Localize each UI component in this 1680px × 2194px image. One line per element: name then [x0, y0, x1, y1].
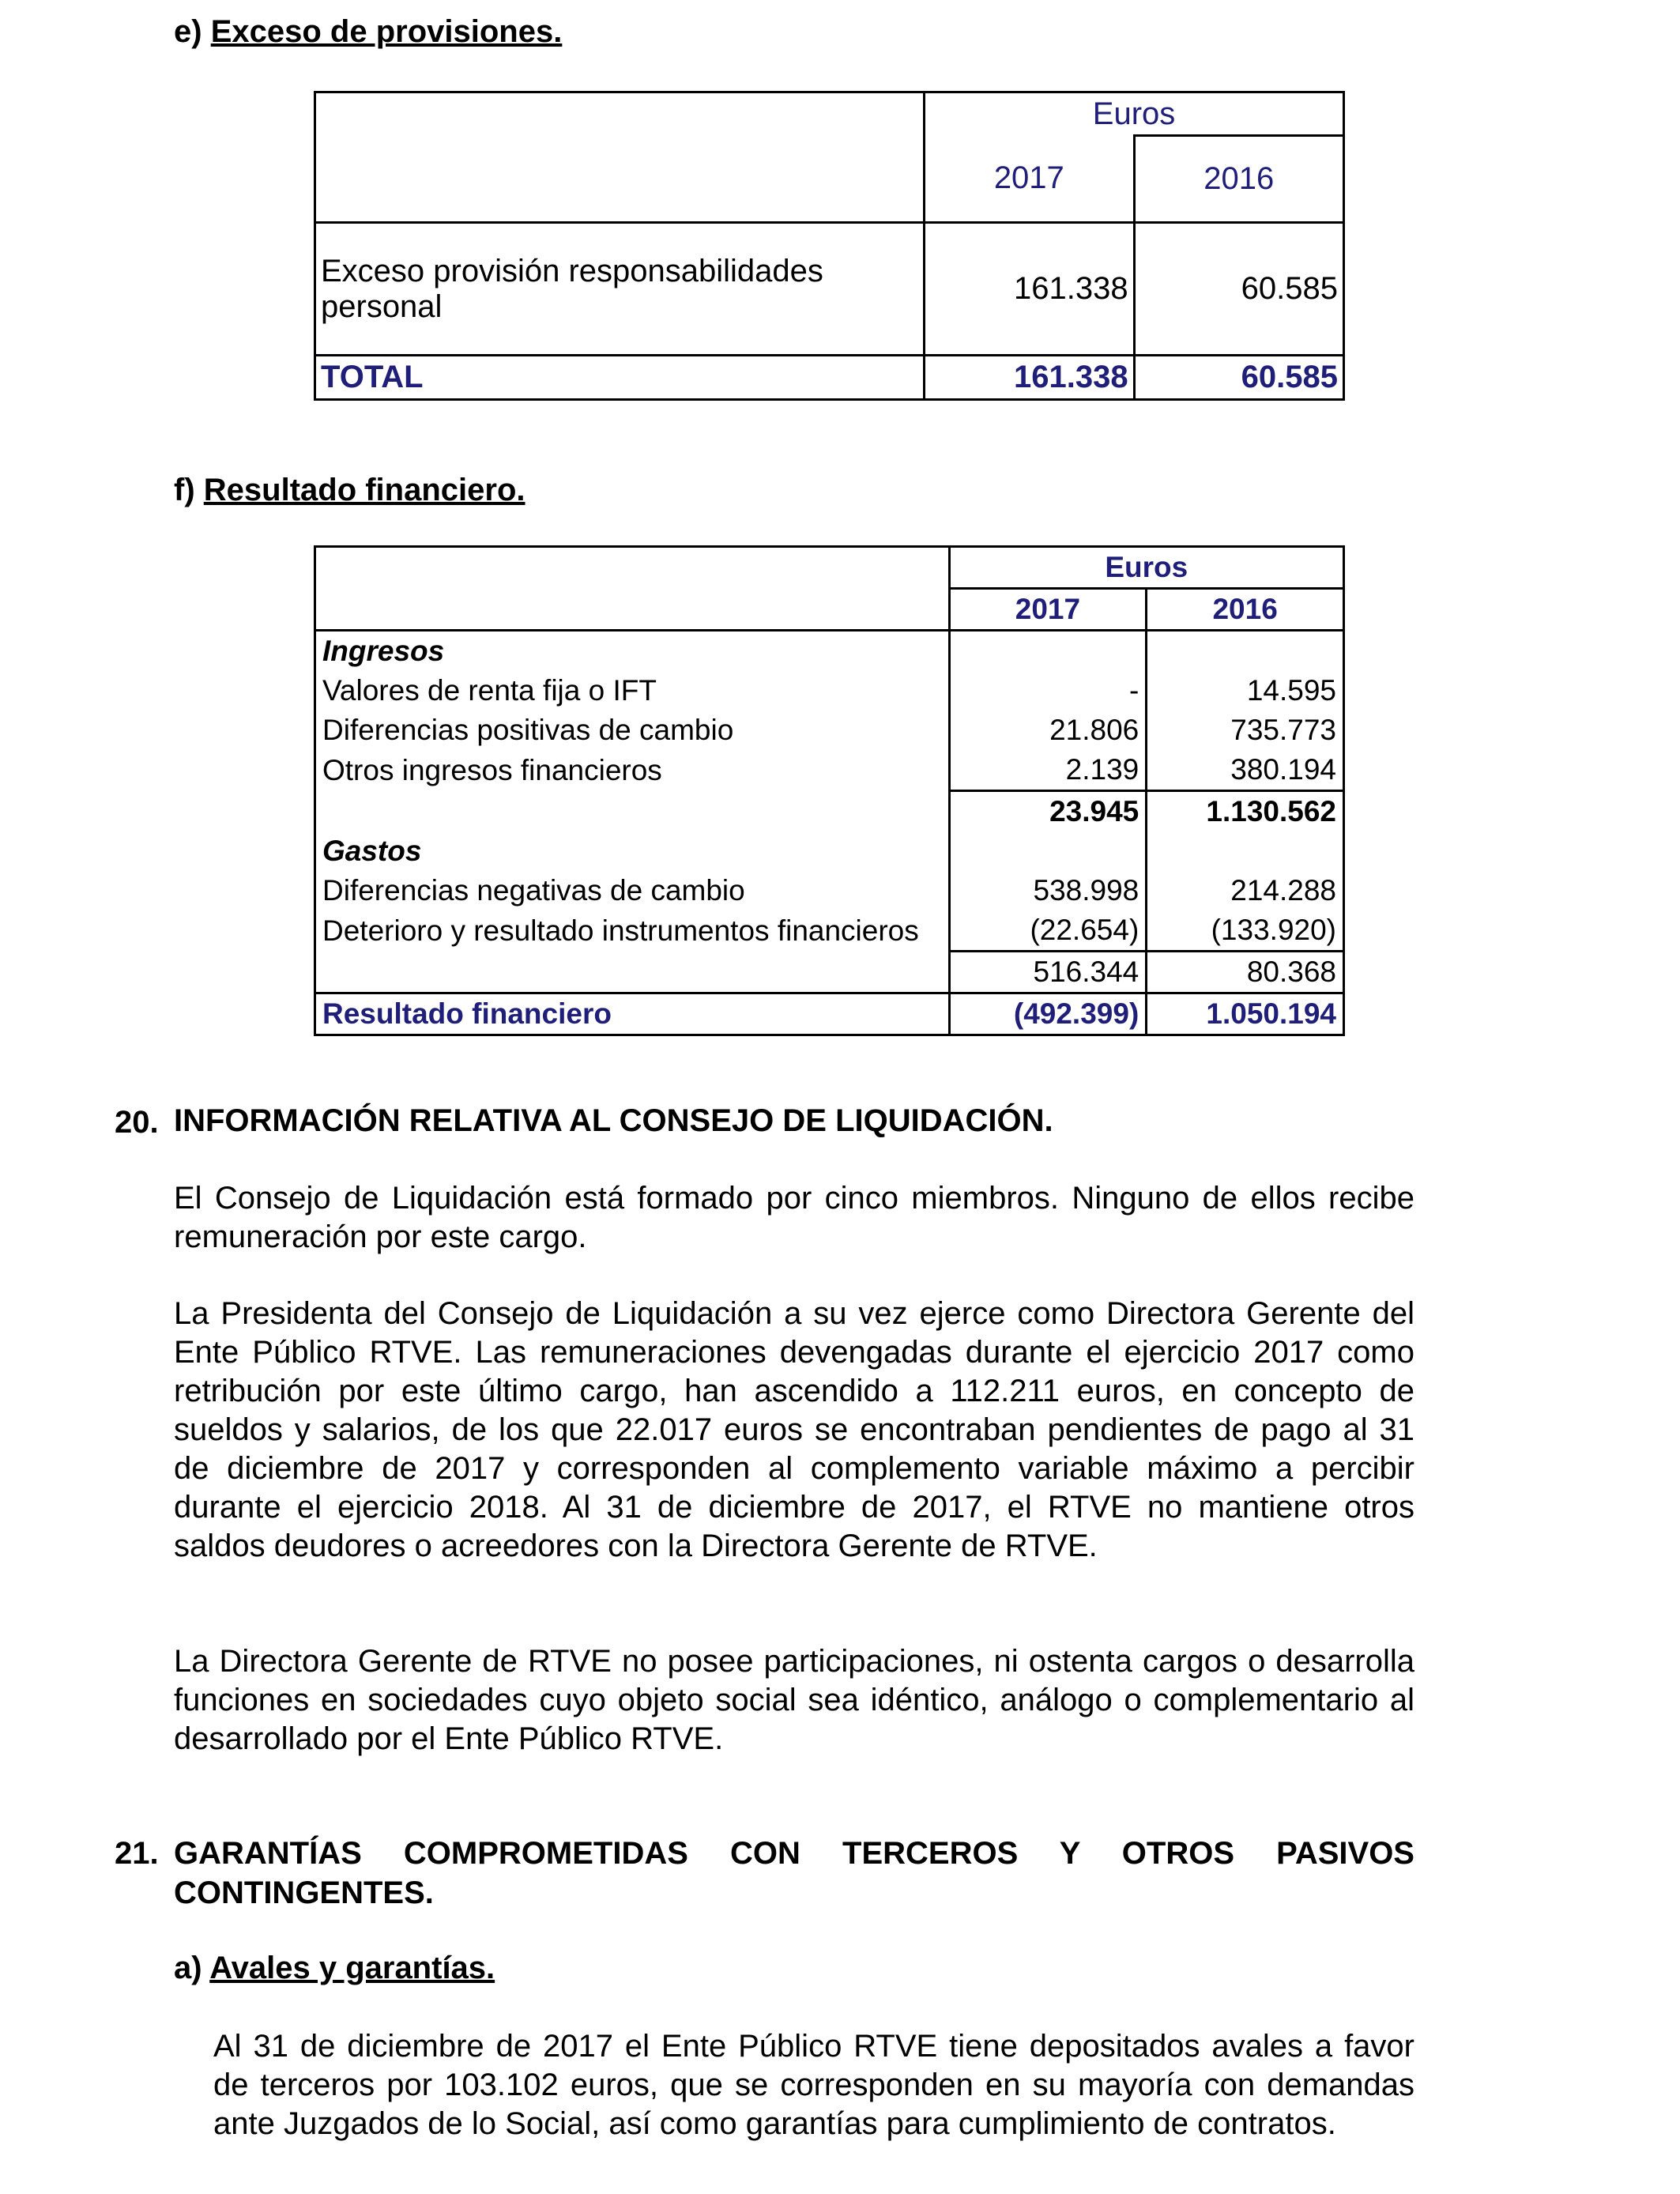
table-f-ingresos-label: Ingresos: [315, 631, 950, 672]
section-e-letter: e): [174, 14, 202, 49]
table-row: [315, 910, 1344, 952]
table-row: [315, 223, 1344, 356]
table-row: [315, 711, 1344, 750]
table-f-ingresos-header-row: [315, 631, 1344, 672]
section-20-paragraph-3: La Directora Gerente de RTVE no posee participaciones, ni ostenta cargos o desarrolla funciones en sociedades cuyo objeto social sea idéntico, análogo o complementario al desarrollado por el Ente Público RTVE.: [174, 1644, 1414, 1756]
section-20-paragraph-2: La Presidenta del Consejo de Liquidación a su vez ejerce como Directora Gerente del Ente Público RTVE. Las remuneraciones devengadas durante el ejercicio 2017 como retribución por este último cargo, han ascendido a 112.211 euros, en concepto de sueldos y salarios, de los que 22.017 euros se encontraban pendientes de pago al 31 de diciembre de 2017 y corresponden al complemento variable máximo a percibir durante el ejercicio 2018. Al 31 de diciembre de 2017, el RTVE no mantiene otros saldos deudores o acreedores con la Directora Gerente de RTVE.: [174, 1296, 1414, 1563]
table-e-total-2017: 161.338: [925, 356, 1135, 400]
table-f-year-2016: 2016: [1147, 589, 1344, 631]
section-f-title: Resultado financiero.: [203, 473, 525, 507]
table-f-year-2017: 2017: [949, 589, 1147, 631]
table-f-currency: Euros: [949, 547, 1343, 589]
section-20-number: 20.: [115, 1105, 159, 1140]
section-20-paragraph-1: El Consejo de Liquidación está formado por cinco miembros. Ninguno de ellos recibe remuneración por este cargo.: [174, 1181, 1414, 1254]
table-row: [315, 671, 1344, 711]
table-f-row-2016: 380.194: [1147, 750, 1344, 791]
section-f-heading: [174, 473, 525, 508]
table-f-row-2017: -: [949, 671, 1147, 711]
table-f-row-2017: 2.139: [949, 750, 1147, 791]
table-f-gastos-header-row: [315, 831, 1344, 871]
table-row: [315, 750, 1344, 791]
table-e-row-2017: 161.338: [925, 223, 1135, 356]
table-row: [315, 871, 1344, 910]
table-e-row-label: Exceso provisión responsabilidades personal: [315, 223, 925, 356]
table-f-ingresos-total-2017: 23.945: [949, 791, 1147, 832]
section-e-heading: [174, 14, 562, 50]
table-e-total-label: TOTAL: [315, 356, 925, 400]
section-21-title: GARANTÍAS COMPROMETIDAS CON TERCEROS Y OTROS PASIVOS CONTINGENTES.: [174, 1836, 1414, 1910]
table-f-row-2017: 21.806: [949, 711, 1147, 750]
table-f-result-label: Resultado financiero: [315, 993, 950, 1035]
section-f-letter: f): [174, 473, 195, 507]
table-f-empty-cell: [315, 791, 950, 832]
table-f-result-2017: (492.399): [949, 993, 1147, 1035]
table-f-row-2017: 538.998: [949, 871, 1147, 910]
table-e-total-row: [315, 356, 1344, 400]
table-f-row-2016: (133.920): [1147, 910, 1344, 952]
table-f-empty-cell: [949, 631, 1147, 672]
table-f-empty-cell: [1147, 631, 1344, 672]
table-f-empty-cell: [1147, 831, 1344, 871]
table-f-gastos-total-2017: 516.344: [949, 952, 1147, 993]
table-f-row-2016: 735.773: [1230, 714, 1336, 746]
table-f-row-label: Deterioro y resultado instrumentos financieros: [315, 910, 950, 952]
table-f-result-2016: 1.050.194: [1206, 997, 1336, 1030]
table-e-blank-header: [315, 92, 925, 223]
table-f-empty-cell: [315, 952, 950, 993]
table-f-ingresos-total-2016: 1.130.562: [1206, 795, 1336, 827]
table-f-row-2017: (22.654): [949, 910, 1147, 952]
section-21-sub-letter: a): [174, 1951, 202, 1985]
table-e-row-2016: 60.585: [1134, 223, 1343, 356]
table-f-row-2016: 214.288: [1230, 874, 1336, 907]
section-e-title: Exceso de provisiones.: [210, 14, 563, 49]
table-f-row-label: Otros ingresos financieros: [315, 750, 950, 791]
section-20-title: INFORMACIÓN RELATIVA AL CONSEJO DE LIQUIDACIÓN.: [174, 1103, 1053, 1138]
table-f-gastos-total-2016: 80.368: [1147, 952, 1344, 993]
table-f-ingresos-total-row: [315, 791, 1344, 832]
section-21-sub-heading: [174, 1951, 495, 1986]
table-e-year-2016: 2016: [1134, 136, 1343, 223]
table-e-total-2016: 60.585: [1134, 356, 1343, 400]
table-e-currency: Euros: [925, 92, 1344, 136]
table-exceso-provisiones: [314, 91, 1345, 401]
table-f-row-label: Diferencias negativas de cambio: [315, 871, 950, 910]
table-f-empty-cell: [949, 831, 1147, 871]
section-21-sub-title: Avales y garantías.: [209, 1951, 495, 1985]
section-21-paragraph: Al 31 de diciembre de 2017 el Ente Público RTVE tiene depositados avales a favor de terceros por 103.102 euros, que se corresponden en su mayoría con demandas ante Juzgados de lo Social, así como garantías para cumplimiento de contratos.: [213, 2029, 1414, 2141]
table-resultado-financiero: [314, 545, 1345, 1036]
section-21-number: 21.: [115, 1836, 159, 1871]
table-f-gastos-label: Gastos: [315, 831, 950, 871]
table-f-gastos-total-row: [315, 952, 1344, 993]
table-e-year-2017: 2017: [925, 136, 1135, 223]
table-f-result-row: [315, 993, 1344, 1035]
table-f-row-label: Diferencias positivas de cambio: [315, 711, 950, 750]
table-f-blank-header: [315, 547, 950, 631]
table-f-row-2016: 14.595: [1246, 674, 1336, 707]
table-f-row-label: Valores de renta fija o IFT: [315, 671, 950, 711]
